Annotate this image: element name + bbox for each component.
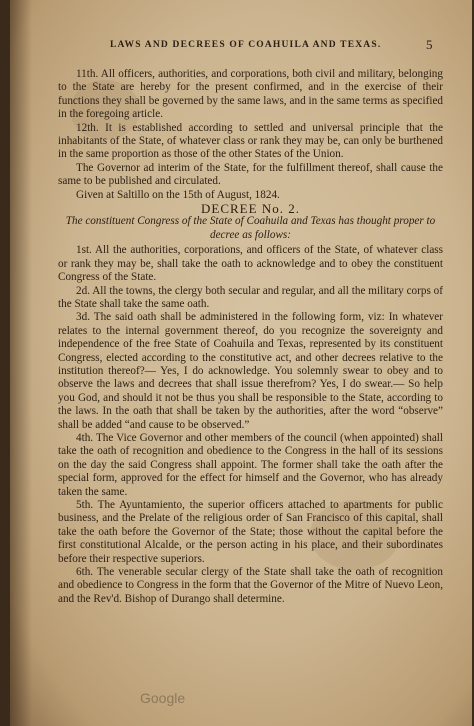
decree-heading: DECREE No. 2. [201, 201, 300, 217]
decree-article-4: 4th. The Vice Governor and other members of the council (when appointed) shall take the oath of recognition and obedience to the Congress in the hall of its sessions on the day the said Congress shall appoint. The former shall take the oath after the special form, approved for the effect for himself and the Governor, who has already taken the same. [58, 431, 443, 498]
given-at-line: Given at Saltillo on the 15th of August, 1824. [76, 188, 280, 201]
book-page [10, 0, 472, 726]
decree-article-3: 3d. The said oath shall be administered in the following form, viz: In whatever relates to the internal government thereof, do you recognize the sovereignty and independence of the free State of Coahuila and Texas, represented by its constituent Congress, elected according to the constitutive act, and other decrees relative to the institution thereof?— Yes, I do acknowledge. You solemnly swear to obey and to observe the laws and decrees that shall issue therefrom? Yes, I do swear.— So help you God, and should it not be thus you shall be responsible to the State, according to the laws. In the oath that shall be taken by the authorities, after the word “observe” shall be added “and cause to be observed.” [58, 311, 443, 431]
google-watermark: Google [140, 690, 186, 706]
governor-clause: The Governor ad interim of the State, for the fulfillment thereof, shall cause the same to be published and circulated. [58, 161, 443, 188]
decree-article-1: 1st. All the authorities, corporations, and officers of the State, of whatever class or rank they may be, shall take the oath to acknowledge and to obey the constituent Congress of the State. [58, 244, 443, 284]
decree-intro: The constituent Congress of the State of Coahuila and Texas has thought proper to decree as follows: [65, 215, 436, 241]
page-body [58, 68, 443, 606]
decree-article-2: 2d. All the towns, the clergy both secular and regular, and all the military corps of the State shall take the same oath. [58, 284, 443, 310]
decree-article-5: 5th. The Ayuntamiento, the superior officers attached to apartments for public business, and the Prelate of the religious order of San Francisco of this capital, shall take the oath before the Governor of the State; those without the capital before the first constitutional Alcalde, or the person acting in his place, and their subordinates before their respective superiors. [58, 499, 443, 565]
page-number: 5 [426, 37, 433, 52]
article-11: 11th. All officers, authorities, and corporations, both civil and military, belonging to the State are hereby for the present confirmed, and in the exercise of their functions they shall be governed by the same laws, and in the same terms as specified in the foregoing article. [58, 68, 443, 121]
decree-article-6: 6th. The venerable secular clergy of the State shall take the oath of recognition and obedience to Congress in the form that the Governor of the Mitre of Nuevo Leon, and the Rev'd. Bishop of Durango shall determine. [58, 566, 443, 605]
running-title: LAWS AND DECREES OF COAHUILA AND TEXAS. [110, 40, 382, 50]
article-12: 12th. It is established according to settled and universal principle that the inhabitants of the State, of whatever class or rank they may be, can only be burthened in the same proportion as those of the other States of the Union. [58, 121, 443, 161]
